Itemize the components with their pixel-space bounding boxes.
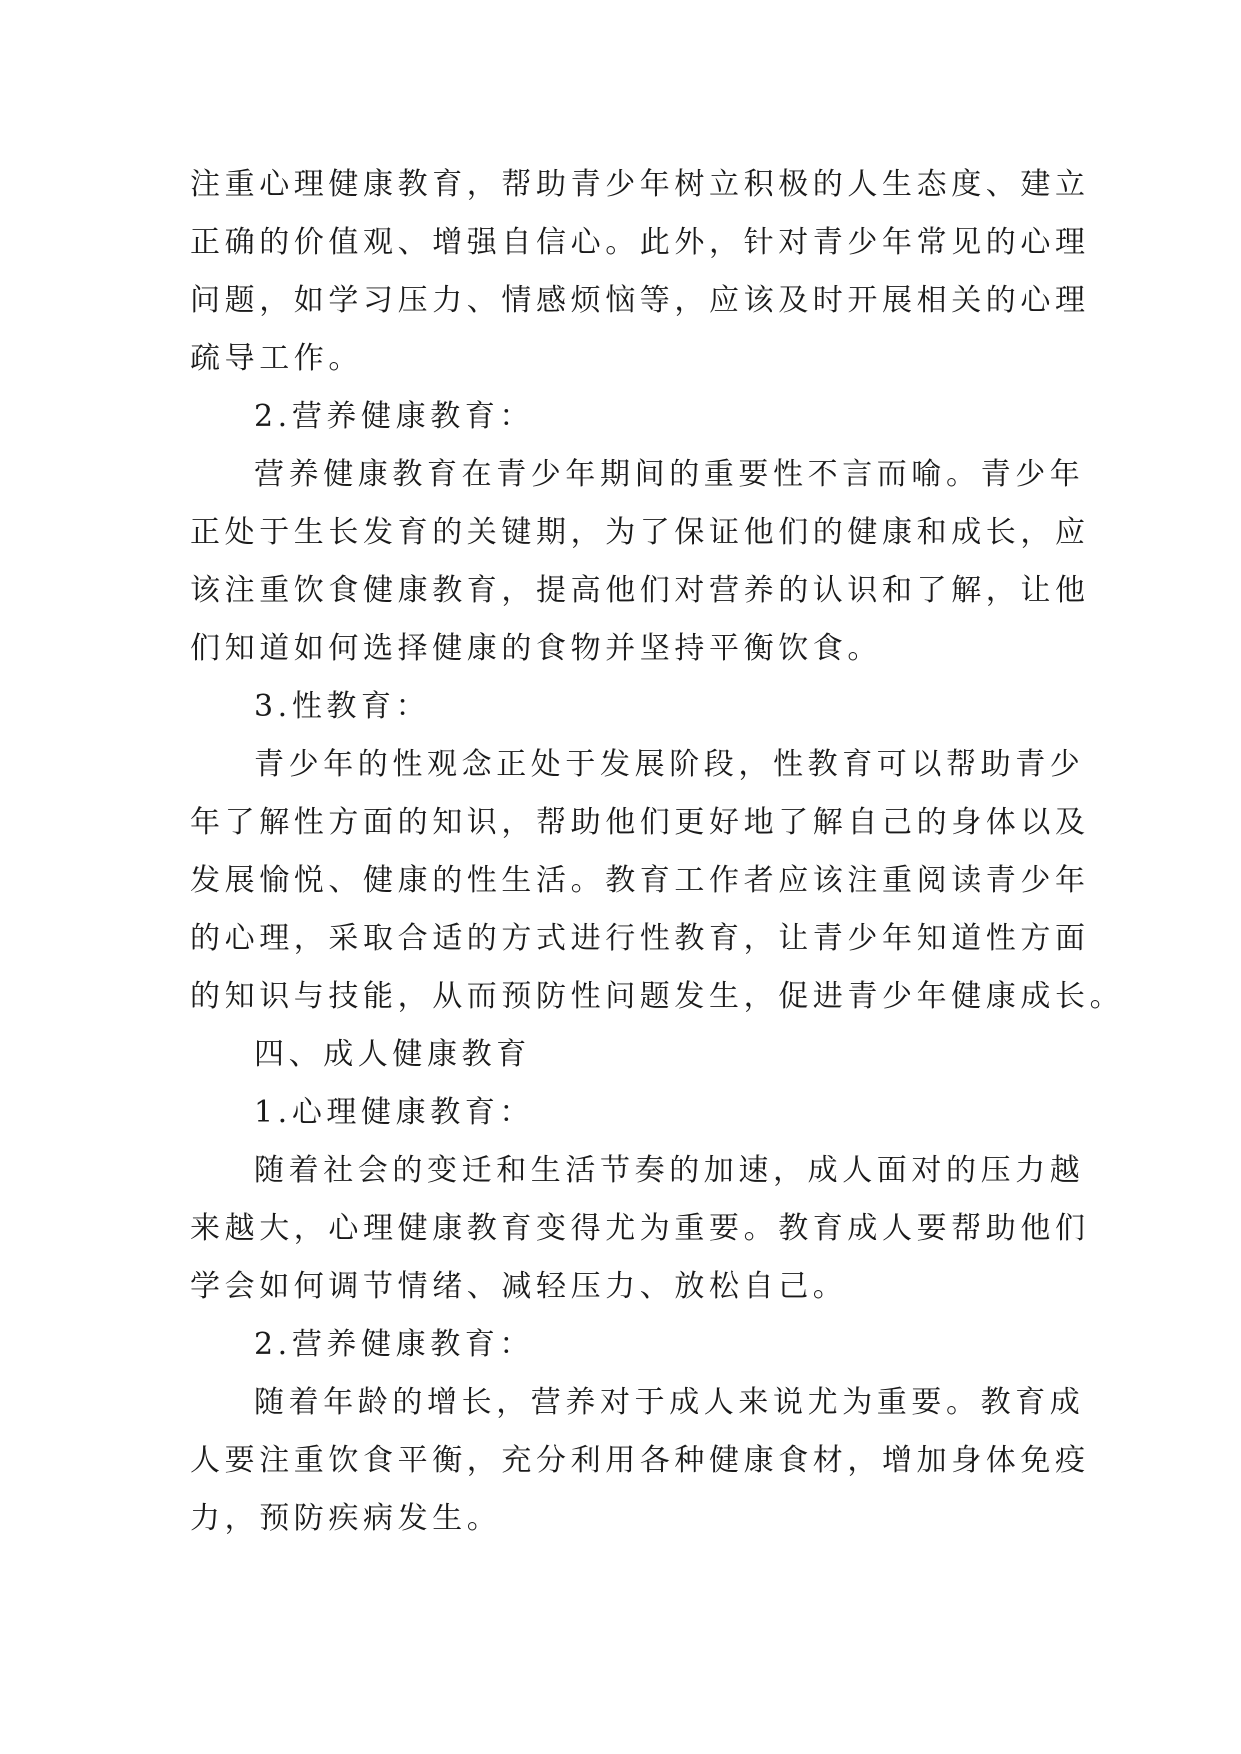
heading-sex-education [190, 678, 1052, 736]
text-line: 注重心理健康教育，帮助青少年树立积极的人生态度、建立 [190, 167, 1090, 202]
document-page [190, 156, 1125, 1548]
text-line: 力，预防疾病发生。 [190, 1501, 502, 1536]
text-line: 发展愉悦、健康的性生活。教育工作者应该注重阅读青少年 [190, 863, 1090, 898]
text-line: 人要注重饮食平衡，充分利用各种健康食材，增加身体免疫 [190, 1443, 1090, 1478]
heading-text: 1.心理健康教育： [254, 1095, 535, 1130]
heading-text: 2.营养健康教育： [254, 399, 535, 434]
heading-nutrition-education-adult [190, 1316, 1052, 1374]
text-line: 年了解性方面的知识，帮助他们更好地了解自己的身体以及 [190, 805, 1090, 840]
paragraph-nutrition-adult [190, 1374, 1090, 1548]
text-line: 该注重饮食健康教育，提高他们对营养的认识和了解，让他 [190, 573, 1090, 608]
text-line: 随着社会的变迁和生活节奏的加速，成人面对的压力越 [254, 1153, 1085, 1188]
text-line: 的心理，采取合适的方式进行性教育，让青少年知道性方面 [190, 921, 1090, 956]
text-line: 问题，如学习压力、情感烦恼等，应该及时开展相关的心理 [190, 283, 1090, 318]
text-line: 学会如何调节情绪、减轻压力、放松自己。 [190, 1269, 848, 1304]
heading-text: 2.营养健康教育： [254, 1327, 535, 1362]
heading-nutrition-education-youth [190, 388, 1052, 446]
heading-text: 四、成人健康教育 [254, 1037, 531, 1072]
heading-text: 3.性教育： [254, 689, 431, 724]
heading-mental-health-adult [190, 1084, 1052, 1142]
paragraph-mental-health-youth-continued [190, 156, 1090, 388]
text-line: 营养健康教育在青少年期间的重要性不言而喻。青少年 [254, 457, 1085, 492]
text-line: 疏导工作。 [190, 341, 363, 376]
paragraph-mental-health-adult [190, 1142, 1090, 1316]
text-line: 们知道如何选择健康的食物并坚持平衡饮食。 [190, 631, 882, 666]
text-line: 的知识与技能，从而预防性问题发生，促进青少年健康成长。 [190, 979, 1125, 1014]
paragraph-sex-education [190, 736, 1125, 1026]
text-line: 随着年龄的增长，营养对于成人来说尤为重要。教育成 [254, 1385, 1085, 1420]
text-line: 正处于生长发育的关键期，为了保证他们的健康和成长，应 [190, 515, 1090, 550]
text-line: 青少年的性观念正处于发展阶段，性教育可以帮助青少 [254, 747, 1085, 782]
section-heading-adult-health-education [190, 1026, 1052, 1084]
text-line: 正确的价值观、增强自信心。此外，针对青少年常见的心理 [190, 225, 1090, 260]
text-line: 来越大，心理健康教育变得尤为重要。教育成人要帮助他们 [190, 1211, 1090, 1246]
paragraph-nutrition-youth [190, 446, 1090, 678]
